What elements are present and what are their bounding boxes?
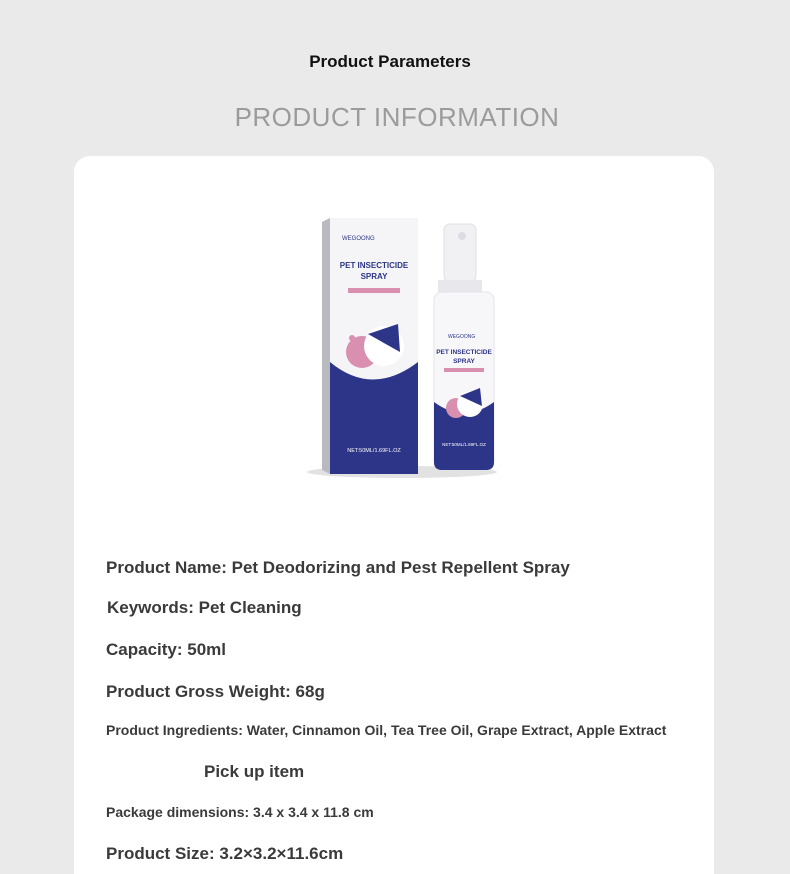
box-pink-ribbon <box>348 288 400 293</box>
product-image <box>302 212 502 482</box>
bottle-nozzle <box>458 232 466 240</box>
bottle-title-line2: SPRAY <box>453 358 475 365</box>
spec-ingredients: Product Ingredients: Water, Cinnamon Oil, Tea Tree Oil, Grape Extract, Apple Extract <box>106 722 667 738</box>
box-paw-icon <box>349 335 355 341</box>
spec-keywords: Keywords: Pet Cleaning <box>107 598 302 617</box>
spec-product-name: Product Name: Pet Deodorizing and Pest Repellent Spray <box>106 558 570 577</box>
bottle-title-line1: PET INSECTICIDE <box>436 349 492 356</box>
box-side <box>322 218 330 474</box>
product-info-card <box>74 156 714 874</box>
bottle-pink-ribbon <box>444 368 484 372</box>
spec-capacity: Capacity: 50ml <box>106 640 226 659</box>
box-net: NET:50ML/1.69FL.OZ <box>347 448 401 454</box>
spec-pickup-item: Pick up item <box>204 762 305 781</box>
spec-product-size: Product Size: 3.2×3.2×11.6cm <box>106 844 344 863</box>
spec-gross-weight: Product Gross Weight: 68g <box>106 682 325 701</box>
bottle-collar <box>438 280 482 292</box>
spec-package-dimensions: Package dimensions: 3.4 x 3.4 x 11.8 cm <box>106 804 374 820</box>
bottle-brand: WEGOONG <box>448 334 476 340</box>
box-brand: WEGOONG <box>342 236 375 242</box>
box-title-line2: SPRAY <box>360 272 388 281</box>
bottle-net: NET:50ML/1.69FL.OZ <box>442 442 486 447</box>
section-title: Product Parameters <box>309 52 471 71</box>
box-title-line1: PET INSECTICIDE <box>339 261 409 270</box>
section-subtitle: PRODUCT INFORMATION <box>234 102 560 132</box>
